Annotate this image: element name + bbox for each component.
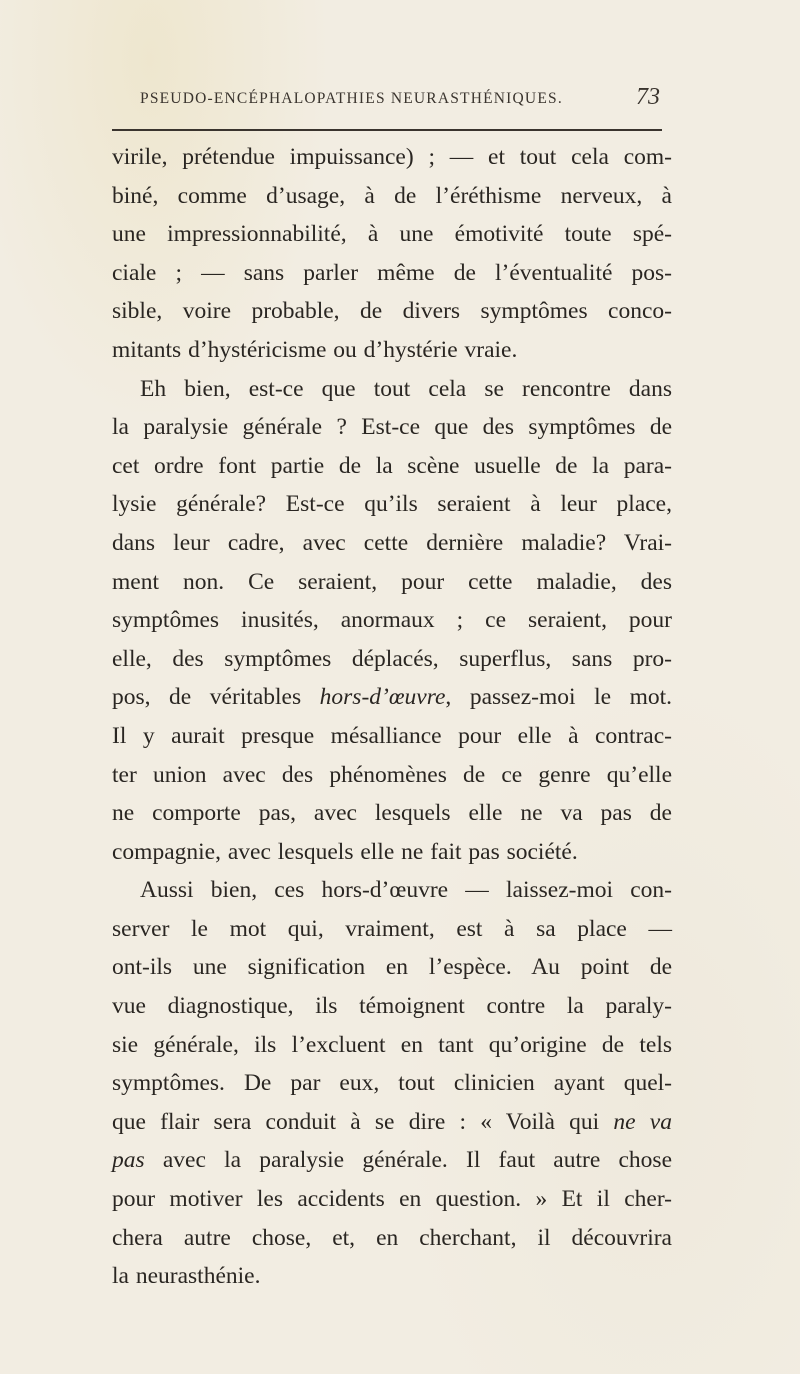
text-line: ment non. Ce seraient, pour cette maladie, des bbox=[112, 568, 672, 595]
text-line: sible, voire probable, de divers symptômes conco- bbox=[112, 298, 672, 325]
text-line: virile, prétendue impuissance) ; — et tout cela com- bbox=[112, 144, 672, 170]
text-line: pas avec la paralysie générale. Il faut autre chose bbox=[112, 1147, 672, 1174]
text-line: ter union avec des phénomènes de ce genre qu’elle bbox=[112, 761, 672, 788]
text-line: dans leur cadre, avec cette dernière maladie? Vrai- bbox=[112, 529, 672, 556]
page-number: 73 bbox=[636, 84, 660, 110]
italic-phrase: pas bbox=[112, 1147, 145, 1174]
body-text bbox=[112, 138, 672, 1296]
text-line: biné, comme d’usage, à de l’éréthisme nerveux, à bbox=[112, 182, 672, 209]
text-line: ne comporte pas, avec lesquels elle ne va pas de bbox=[112, 800, 672, 827]
text-line: ciale ; — sans parler même de l’éventualité pos- bbox=[112, 259, 672, 286]
text-line: lysie générale? Est-ce qu’ils seraient à leur place, bbox=[112, 491, 672, 518]
text-line: pour motiver les accidents en question. » Et il cher- bbox=[112, 1186, 672, 1213]
text-line: Eh bien, est-ce que tout cela se rencontre dans bbox=[140, 375, 672, 402]
text-line: cet ordre font partie de la scène usuelle de la para- bbox=[112, 452, 672, 479]
page-header bbox=[140, 84, 660, 118]
italic-term: hors-d’œuvre bbox=[319, 684, 446, 711]
text-line: symptômes inusités, anormaux ; ce seraient, pour bbox=[112, 607, 672, 634]
text-line: mitants d’hystéricisme ou d’hystérie vraie. bbox=[112, 336, 518, 363]
text-line: une impressionnabilité, à une émotivité toute spé- bbox=[112, 221, 672, 248]
text-line: ont-ils une signification en l’espèce. Au point de bbox=[112, 954, 672, 981]
italic-phrase: ne va bbox=[613, 1108, 672, 1135]
text-line: pos, de véritables hors-d’œuvre, passez-moi le mot. bbox=[112, 684, 672, 711]
text-line: que flair sera conduit à se dire : « Voilà qui ne va bbox=[112, 1108, 672, 1135]
text-line: sie générale, ils l’excluent en tant qu’origine de tels bbox=[112, 1031, 672, 1058]
text-line: server le mot qui, vraiment, est à sa place — bbox=[112, 915, 672, 942]
text-line: Il y aurait presque mésalliance pour elle à contrac- bbox=[112, 722, 672, 749]
text-line: la neurasthénie. bbox=[112, 1263, 261, 1290]
text-line: symptômes. De par eux, tout clinicien ayant quel- bbox=[112, 1070, 672, 1097]
text-line: Aussi bien, ces hors-d’œuvre — laissez-moi con- bbox=[140, 877, 672, 904]
header-rule bbox=[112, 129, 662, 131]
text-line: vue diagnostique, ils témoignent contre la paraly- bbox=[112, 993, 672, 1020]
running-head: PSEUDO-ENCÉPHALOPATHIES NEURASTHÉNIQUES. bbox=[140, 90, 563, 107]
text-line: la paralysie générale ? Est-ce que des symptômes de bbox=[112, 414, 672, 441]
text-line: compagnie, avec lesquels elle ne fait pas société. bbox=[112, 838, 578, 865]
text-line: elle, des symptômes déplacés, superflus, sans pro- bbox=[112, 645, 672, 672]
text-line: chera autre chose, et, en cherchant, il découvrira bbox=[112, 1224, 672, 1251]
